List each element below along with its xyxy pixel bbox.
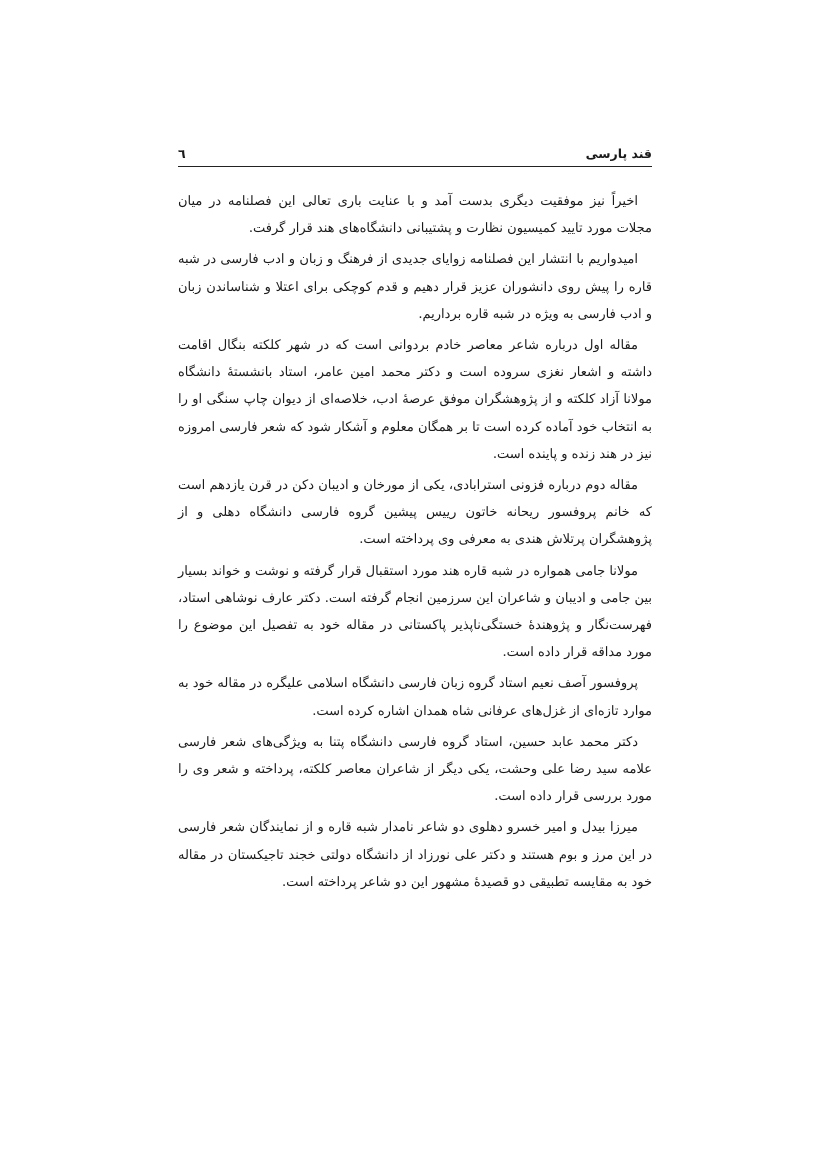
body-text: [178, 188, 652, 900]
journal-title: قند پارسی: [585, 146, 652, 161]
paragraph-2: امیدواریم با انتشار این فصلنامه زوایای جدیدی از فرهنگ و زبان و ادب فارسی در شبه قاره را پیش روی دانشوران عزیز قرار دهیم و قدم کوچکی برای اعتلا و شناساندن زبان و ادب فارسی به ویژه در شبه قاره برداریم.: [178, 252, 652, 322]
running-header: [178, 140, 652, 167]
paragraph-1: اخیراً نیز موفقیت دیگری بدست آمد و با عنایت باری تعالی این فصلنامه در میان مجلات مورد تایید کمیسیون نظارت و پشتیبانی دانشگاه‌های هند قرار گرفت.: [178, 194, 652, 237]
paragraph-5: مولانا جامی همواره در شبه قاره هند مورد استقبال قرار گرفته و نوشت و خواند بسیار بین جامی و ادیبان و شاعران این سرزمین انجام گرفته است. دکتر عارف نوشاهی استاد، فهرست‌نگار و پژوهندهٔ خستگی‌ناپذیر پاکستانی در مقاله خود به تفصیل این موضوع را مورد مداقه قرار داده است.: [178, 563, 652, 661]
paragraph-4: مقاله دوم درباره فزونی استرابادی، یکی از مورخان و ادیبان دکن در قرن یازدهم است که خانم پروفسور ریحانه خاتون رییس پیشین گروه فارسی دانشگاه دهلی و از پژوهشگران پرتلاش هندی به معرفی وی پرداخته است.: [178, 478, 652, 548]
paragraph-3: مقاله اول درباره شاعر معاصر خادم بردوانی است که در شهر کلکته بنگال اقامت داشته و اشعار نغزی سروده است و دکتر محمد امین عامر، استاد بانشستهٔ دانشگاه مولانا آزاد کلکته و از پژوهشگران موفق عرصهٔ ادب، خلاصه‌ای از دیوان چاپ سنگی او را به انتخاب خود آماده کرده است تا بر همگان معلوم و آشکار شود که شعر فارسی امروزه نیز در هند زنده و پاینده است.: [178, 338, 652, 462]
paragraph-7: دکتر محمد عابد حسین، استاد گروه فارسی دانشگاه پتنا به ویژگی‌های شعر فارسی علامه سید رضا علی وحشت، یکی دیگر از شاعران معاصر کلکته، پرداخته و شعر وی را مورد بررسی قرار داده است.: [178, 734, 652, 805]
page-number: ٦: [178, 146, 186, 161]
paragraph-6: پروفسور آصف نعیم استاد گروه زبان فارسی دانشگاه اسلامی علیگره در مقاله خود به موارد تازه‌ای از غزل‌های عرفانی شاه همدان اشاره کرده است.: [178, 676, 652, 719]
paragraph-8: میرزا بیدل و امیر خسرو دهلوی دو شاعر نامدار شبه قاره و از نمایندگان شعر فارسی در این مرز و بوم هستند و دکتر علی نورزاد از دانشگاه دولتی خجند تاجیکستان در مقاله خود به مقایسه تطبیقی دو قصیدهٔ مشهور این دو شاعر پرداخته است.: [178, 820, 652, 890]
